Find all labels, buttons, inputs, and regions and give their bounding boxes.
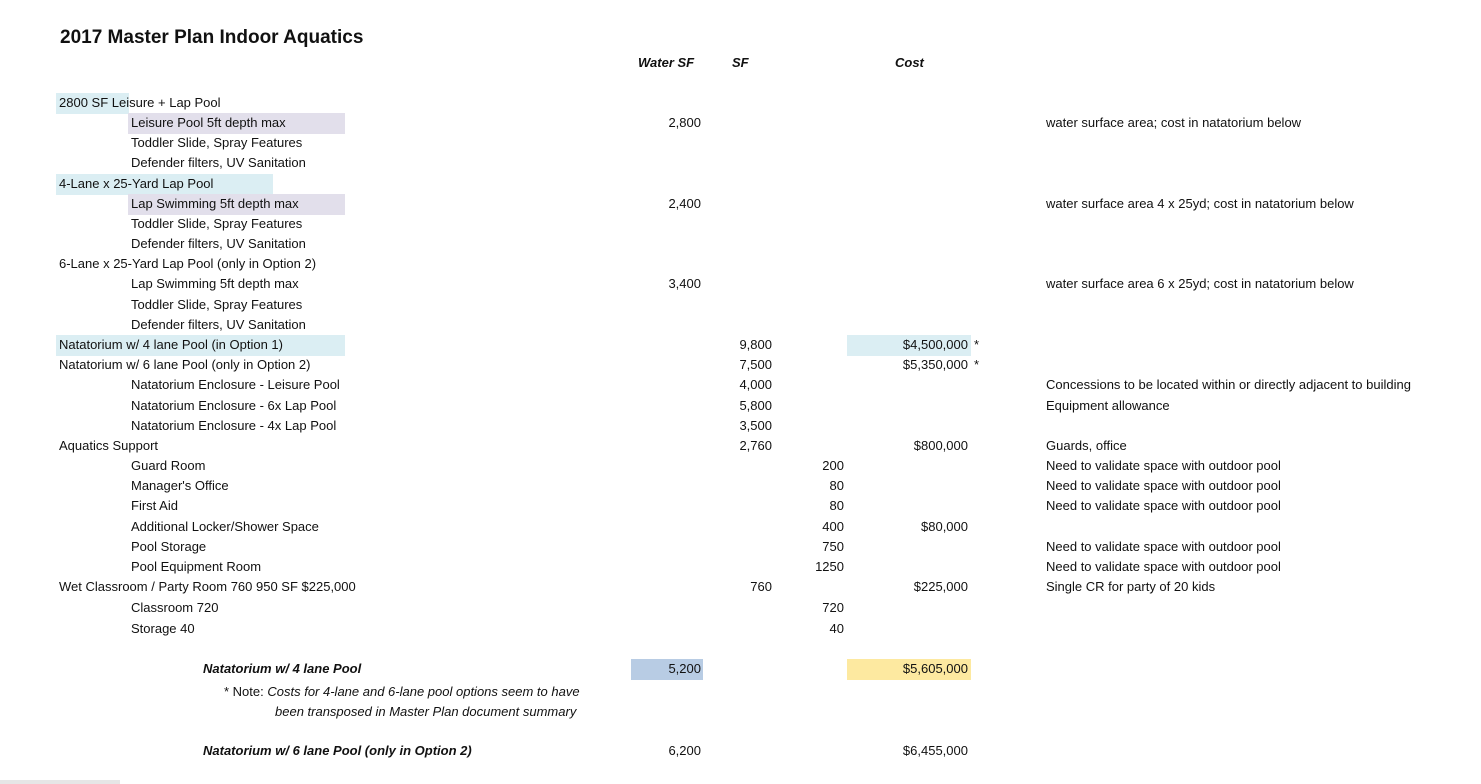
table-row [0,517,1481,537]
table-row [0,436,1481,456]
table-row [0,254,1481,274]
table-row [0,396,1481,416]
row-label: 2800 SF Leisure + Lap Pool [59,95,221,110]
total-row [0,659,1481,679]
cost-value: $4,500,000 [902,337,968,352]
row-label: Guard Room [131,458,206,473]
total-cost-value: $5,605,000 [902,661,968,676]
sub-sf-value: 750 [822,539,844,554]
row-label: Lap Swimming 5ft depth max [131,276,299,291]
column-header-sf: SF [732,55,749,70]
row-label: Toddler Slide, Spray Features [131,216,303,231]
footnote [224,682,580,702]
table-row [0,416,1481,436]
table-row [0,375,1481,395]
water-sf-value: 2,400 [668,196,701,211]
footnote-prefix: * Note: [224,684,264,699]
sub-sf-value: 1250 [815,559,844,574]
table-row [0,315,1481,335]
table-row [0,194,1481,214]
footnote-continuation [275,702,576,722]
row-note: Need to validate space with outdoor pool [1046,559,1281,574]
table-row [0,456,1481,476]
sf-value: 2,760 [739,438,772,453]
sf-value: 7,500 [739,357,772,372]
table-row [0,355,1481,375]
water-sf-value: 2,800 [668,115,701,130]
row-label: Defender filters, UV Sanitation [131,155,306,170]
bottom-edge-divider [0,780,120,784]
table-row [0,295,1481,315]
row-note: water surface area 4 x 25yd; cost in natatorium below [1046,196,1354,211]
cost-value: $225,000 [913,579,968,594]
sub-sf-value: 400 [822,519,844,534]
row-note: Concessions to be located within or directly adjacent to building [1046,377,1411,392]
table-row [0,335,1481,355]
row-note: water surface area; cost in natatorium below [1046,115,1302,130]
table-row [0,496,1481,516]
row-label: Natatorium Enclosure - 6x Lap Pool [131,398,337,413]
row-label: Toddler Slide, Spray Features [131,135,303,150]
sub-sf-value: 200 [822,458,844,473]
row-note: Need to validate space with outdoor pool [1046,478,1281,493]
row-label: Natatorium w/ 6 lane Pool (only in Option 2) [59,357,311,372]
table-row [0,153,1481,173]
sub-sf-value: 80 [829,498,844,513]
table-row [0,214,1481,234]
table-row [0,174,1481,194]
row-label: Defender filters, UV Sanitation [131,236,306,251]
sf-value: 760 [750,579,772,594]
row-label: Natatorium Enclosure - 4x Lap Pool [131,418,337,433]
column-header-water-sf: Water SF [638,55,695,70]
row-label: 4-Lane x 25-Yard Lap Pool [59,176,214,191]
row-label: Aquatics Support [59,438,159,453]
sf-value: 5,800 [739,398,772,413]
total-water-sf-value: 6,200 [668,743,701,758]
cost-value: $80,000 [921,519,968,534]
row-label: First Aid [131,498,178,513]
total-row [0,741,1481,761]
sf-value: 3,500 [739,418,772,433]
row-label: Manager's Office [131,478,229,493]
sf-value: 4,000 [739,377,772,392]
sub-sf-value: 40 [829,621,844,636]
row-note: Need to validate space with outdoor pool [1046,539,1281,554]
total-label: Natatorium w/ 6 lane Pool (only in Option 2) [203,743,472,758]
row-note: water surface area 6 x 25yd; cost in natatorium below [1046,276,1354,291]
row-label: 6-Lane x 25-Yard Lap Pool (only in Option 2) [59,256,317,271]
page-title: 2017 Master Plan Indoor Aquatics [60,27,364,48]
sf-value: 9,800 [739,337,772,352]
water-sf-value: 3,400 [668,276,701,291]
total-water-sf-value: 5,200 [668,661,701,676]
row-note: Single CR for party of 20 kids [1046,579,1216,594]
table-row [0,537,1481,557]
table-row [0,577,1481,597]
table-row [0,234,1481,254]
row-label: Pool Equipment Room [131,559,262,574]
total-label: Natatorium w/ 4 lane Pool [203,661,362,676]
table-row [0,557,1481,577]
footnote-marker: * [974,337,980,352]
table-row [0,133,1481,153]
row-note: Guards, office [1046,438,1127,453]
footnote-line-2: been transposed in Master Plan document summary [275,704,577,719]
row-label: Storage 40 [131,621,195,636]
sub-sf-value: 720 [822,600,844,615]
footnote-line-1: Costs for 4-lane and 6-lane pool options seem to have [267,684,580,699]
row-note: Need to validate space with outdoor pool [1046,498,1281,513]
total-cost-value: $6,455,000 [902,743,968,758]
row-label: Additional Locker/Shower Space [131,519,319,534]
row-note: Need to validate space with outdoor pool [1046,458,1281,473]
table-row [0,93,1481,113]
row-label: Natatorium w/ 4 lane Pool (in Option 1) [59,337,283,352]
row-label: Classroom 720 [131,600,219,615]
footnote-marker: * [974,357,980,372]
cost-value: $5,350,000 [902,357,968,372]
row-label: Toddler Slide, Spray Features [131,297,303,312]
table-row [0,598,1481,618]
row-label: Leisure Pool 5ft depth max [131,115,286,130]
table-row [0,113,1481,133]
cost-value: $800,000 [913,438,968,453]
column-header-cost: Cost [895,55,924,70]
table-row [0,274,1481,294]
row-label: Lap Swimming 5ft depth max [131,196,299,211]
row-note: Equipment allowance [1046,398,1170,413]
sub-sf-value: 80 [829,478,844,493]
table-row [0,476,1481,496]
row-label: Natatorium Enclosure - Leisure Pool [131,377,340,392]
row-label: Defender filters, UV Sanitation [131,317,306,332]
row-label: Wet Classroom / Party Room 760 950 SF $225,000 [59,579,356,594]
row-label: Pool Storage [131,539,207,554]
table-row [0,619,1481,639]
